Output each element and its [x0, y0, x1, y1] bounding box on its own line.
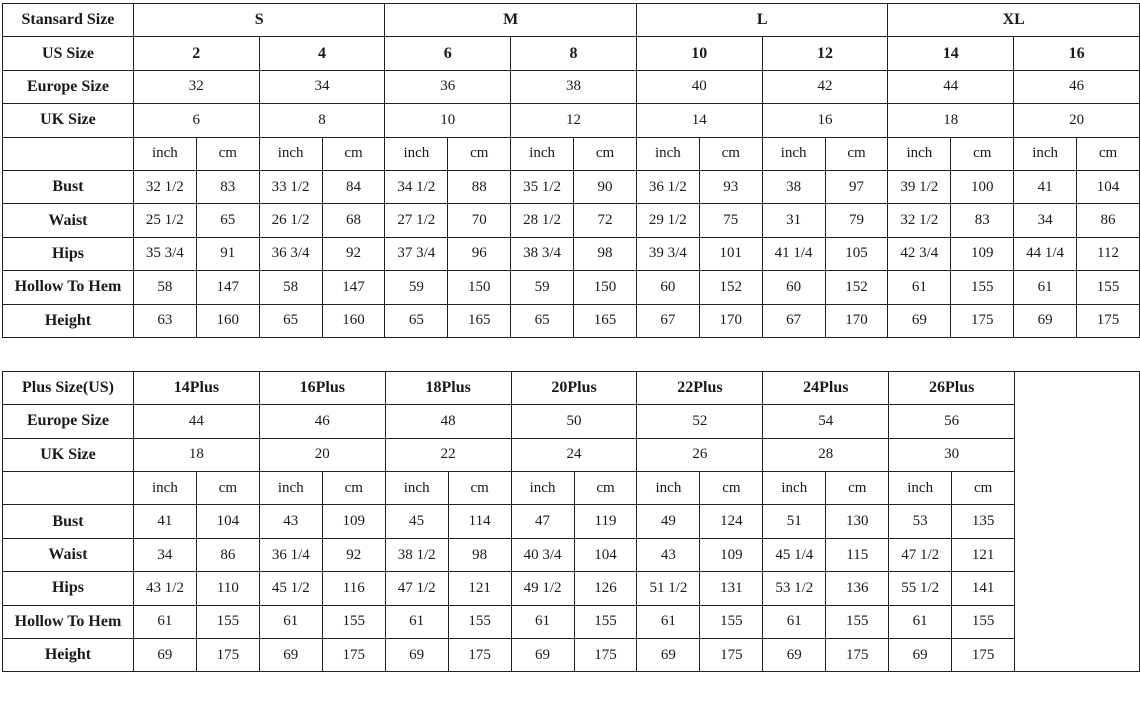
value-cell: 109 — [951, 237, 1014, 270]
value-cell: 109 — [322, 505, 385, 538]
value-cell: 92 — [322, 237, 385, 270]
row-label: Hips — [3, 237, 134, 270]
value-cell: 25 1/2 — [133, 204, 196, 237]
value-cell: 51 1/2 — [637, 572, 700, 605]
value-cell: 61 — [385, 605, 448, 638]
row-label: Plus Size(US) — [3, 371, 134, 404]
value-cell: 51 — [763, 505, 826, 538]
row-label: Hollow To Hem — [3, 271, 134, 304]
value-cell: 35 1/2 — [511, 170, 574, 203]
value-cell: 46 — [259, 405, 385, 438]
value-cell: inch — [762, 137, 825, 170]
value-cell: 38 — [511, 70, 637, 103]
value-cell: 175 — [448, 639, 511, 672]
value-cell: 155 — [322, 605, 385, 638]
value-cell: 147 — [196, 271, 259, 304]
value-cell: inch — [259, 472, 322, 505]
value-cell: inch — [133, 137, 196, 170]
value-cell: 36 — [385, 70, 511, 103]
value-cell: 38 — [762, 170, 825, 203]
row-label: UK Size — [3, 438, 134, 471]
table-row-data — [3, 605, 1140, 638]
value-cell: 165 — [448, 304, 511, 337]
table-row-data — [3, 271, 1140, 304]
table-row-header — [3, 104, 1140, 137]
value-cell: 16Plus — [259, 371, 385, 404]
value-cell: 114 — [448, 505, 511, 538]
value-cell: 100 — [951, 170, 1014, 203]
value-cell: 53 — [889, 505, 952, 538]
value-cell: 150 — [574, 271, 637, 304]
value-cell: 20 — [1014, 104, 1140, 137]
value-cell: 155 — [952, 605, 1015, 638]
value-cell: 105 — [825, 237, 888, 270]
value-cell: 42 — [762, 70, 888, 103]
row-label: Waist — [3, 204, 134, 237]
value-cell: 52 — [637, 405, 763, 438]
value-cell: 27 1/2 — [385, 204, 448, 237]
value-cell: 86 — [1077, 204, 1140, 237]
value-cell: 65 — [196, 204, 259, 237]
value-cell: 61 — [1014, 271, 1077, 304]
value-cell: inch — [888, 137, 951, 170]
row-label — [3, 137, 134, 170]
value-cell: 58 — [259, 271, 322, 304]
value-cell: 112 — [1077, 237, 1140, 270]
value-cell: 12 — [762, 37, 888, 70]
value-cell: 18 — [888, 104, 1014, 137]
value-cell: 101 — [699, 237, 762, 270]
value-cell: 104 — [196, 505, 259, 538]
value-cell: 175 — [826, 639, 889, 672]
value-cell: 50 — [511, 405, 637, 438]
value-cell: 20 — [259, 438, 385, 471]
value-cell: inch — [511, 137, 574, 170]
value-cell: 32 — [133, 70, 259, 103]
value-cell: 10 — [385, 104, 511, 137]
value-cell: 61 — [763, 605, 826, 638]
value-cell: 12 — [511, 104, 637, 137]
value-cell: 136 — [826, 572, 889, 605]
value-cell: cm — [448, 472, 511, 505]
value-cell: 131 — [700, 572, 763, 605]
value-cell: 110 — [196, 572, 259, 605]
value-cell: 26Plus — [889, 371, 1015, 404]
value-cell: 47 — [511, 505, 574, 538]
value-cell: 58 — [133, 271, 196, 304]
value-cell: 93 — [699, 170, 762, 203]
value-cell: 35 3/4 — [133, 237, 196, 270]
value-cell: 150 — [448, 271, 511, 304]
value-cell: 104 — [574, 538, 637, 571]
value-cell: 37 3/4 — [385, 237, 448, 270]
value-cell: 45 — [385, 505, 448, 538]
value-cell: 22 — [385, 438, 511, 471]
value-cell: 124 — [700, 505, 763, 538]
value-cell: 83 — [196, 170, 259, 203]
value-cell: 26 1/2 — [259, 204, 322, 237]
value-cell: 84 — [322, 170, 385, 203]
value-cell: 152 — [825, 271, 888, 304]
row-label — [3, 472, 134, 505]
value-cell: 61 — [888, 271, 951, 304]
value-cell: 34 — [133, 538, 196, 571]
value-cell: 31 — [762, 204, 825, 237]
value-cell: 16 — [762, 104, 888, 137]
row-label: Hips — [3, 572, 134, 605]
value-cell: cm — [952, 472, 1015, 505]
value-cell: 126 — [574, 572, 637, 605]
value-cell: 72 — [574, 204, 637, 237]
value-cell: 42 3/4 — [888, 237, 951, 270]
value-cell: inch — [1014, 137, 1077, 170]
value-cell: 147 — [322, 271, 385, 304]
value-cell: 24Plus — [763, 371, 889, 404]
value-cell: 69 — [511, 639, 574, 672]
value-cell: 32 1/2 — [133, 170, 196, 203]
table-row-data — [3, 639, 1140, 672]
value-cell: 41 — [1014, 170, 1077, 203]
value-cell: 65 — [511, 304, 574, 337]
value-cell: 34 1/2 — [385, 170, 448, 203]
value-cell: 28 1/2 — [511, 204, 574, 237]
value-cell: 121 — [952, 538, 1015, 571]
value-cell: cm — [1077, 137, 1140, 170]
size-chart-page — [2, 3, 1140, 672]
value-cell: cm — [196, 137, 259, 170]
row-label: UK Size — [3, 104, 134, 137]
value-cell: 60 — [636, 271, 699, 304]
value-cell: 155 — [951, 271, 1014, 304]
value-cell: 130 — [826, 505, 889, 538]
value-cell: 61 — [637, 605, 700, 638]
value-cell: 121 — [448, 572, 511, 605]
value-cell: 39 1/2 — [888, 170, 951, 203]
value-cell: inch — [133, 472, 196, 505]
table-row-data — [3, 304, 1140, 337]
value-cell: 4 — [259, 37, 385, 70]
value-cell: 119 — [574, 505, 637, 538]
value-cell: 67 — [762, 304, 825, 337]
value-cell: 47 1/2 — [889, 538, 952, 571]
value-cell: 75 — [699, 204, 762, 237]
value-cell: 18 — [133, 438, 259, 471]
value-cell: 61 — [511, 605, 574, 638]
value-cell: 34 — [1014, 204, 1077, 237]
value-cell: 24 — [511, 438, 637, 471]
value-cell: 96 — [448, 237, 511, 270]
value-cell: 69 — [889, 639, 952, 672]
value-cell: 45 1/2 — [259, 572, 322, 605]
value-cell: 91 — [196, 237, 259, 270]
value-cell: 97 — [825, 170, 888, 203]
value-cell: 69 — [763, 639, 826, 672]
table-row-header — [3, 405, 1140, 438]
empty-cell — [1015, 371, 1140, 672]
value-cell: 49 — [637, 505, 700, 538]
table-row-data — [3, 572, 1140, 605]
value-cell: 10 — [636, 37, 762, 70]
value-cell: 68 — [322, 204, 385, 237]
value-cell: 67 — [636, 304, 699, 337]
value-cell: 109 — [700, 538, 763, 571]
table-gap — [2, 338, 1140, 371]
value-cell: 90 — [574, 170, 637, 203]
value-cell: 56 — [889, 405, 1015, 438]
value-cell: 55 1/2 — [889, 572, 952, 605]
value-cell: 69 — [259, 639, 322, 672]
value-cell: 38 3/4 — [511, 237, 574, 270]
row-label: Europe Size — [3, 405, 134, 438]
value-cell: 175 — [952, 639, 1015, 672]
value-cell: inch — [637, 472, 700, 505]
value-cell: 39 3/4 — [636, 237, 699, 270]
value-cell: 28 — [763, 438, 889, 471]
value-cell: 49 1/2 — [511, 572, 574, 605]
value-cell: cm — [825, 137, 888, 170]
value-cell: 155 — [826, 605, 889, 638]
value-cell: 40 3/4 — [511, 538, 574, 571]
value-cell: 83 — [951, 204, 1014, 237]
value-cell: inch — [385, 472, 448, 505]
value-cell: 41 1/4 — [762, 237, 825, 270]
value-cell: 40 — [636, 70, 762, 103]
value-cell: 16 — [1014, 37, 1140, 70]
value-cell: cm — [574, 472, 637, 505]
value-cell: 8 — [259, 104, 385, 137]
value-cell: 44 — [888, 70, 1014, 103]
table-row-units — [3, 472, 1140, 505]
value-cell: 29 1/2 — [636, 204, 699, 237]
value-cell: 92 — [322, 538, 385, 571]
value-cell: 36 3/4 — [259, 237, 322, 270]
value-cell: cm — [699, 137, 762, 170]
value-cell: 175 — [196, 639, 259, 672]
value-cell: 115 — [826, 538, 889, 571]
table-row-data — [3, 505, 1140, 538]
value-cell: 43 — [259, 505, 322, 538]
value-cell: cm — [826, 472, 889, 505]
value-cell: 6 — [385, 37, 511, 70]
value-cell: 104 — [1077, 170, 1140, 203]
table-row-header — [3, 438, 1140, 471]
table-row-data — [3, 204, 1140, 237]
table-row-data — [3, 170, 1140, 203]
value-cell: 175 — [574, 639, 637, 672]
value-cell: 36 1/4 — [259, 538, 322, 571]
plus-size-table — [2, 371, 1140, 673]
value-cell: 79 — [825, 204, 888, 237]
value-cell: 6 — [133, 104, 259, 137]
value-cell: 59 — [511, 271, 574, 304]
value-cell: cm — [574, 137, 637, 170]
value-cell: 2 — [133, 37, 259, 70]
value-cell: 152 — [699, 271, 762, 304]
value-cell: 165 — [574, 304, 637, 337]
row-label: Bust — [3, 505, 134, 538]
value-cell: 8 — [511, 37, 637, 70]
table-row-header — [3, 37, 1140, 70]
value-cell: 170 — [699, 304, 762, 337]
value-cell: 32 1/2 — [888, 204, 951, 237]
value-cell: 44 1/4 — [1014, 237, 1077, 270]
value-cell: 43 1/2 — [133, 572, 196, 605]
value-cell: 175 — [322, 639, 385, 672]
row-label: Stansard Size — [3, 4, 134, 37]
value-cell: cm — [951, 137, 1014, 170]
value-cell: 70 — [448, 204, 511, 237]
value-cell: 53 1/2 — [763, 572, 826, 605]
value-cell: 170 — [825, 304, 888, 337]
value-cell: S — [133, 4, 385, 37]
value-cell: 63 — [133, 304, 196, 337]
value-cell: 41 — [133, 505, 196, 538]
value-cell: XL — [888, 4, 1140, 37]
value-cell: M — [385, 4, 637, 37]
value-cell: 69 — [637, 639, 700, 672]
row-label: Height — [3, 304, 134, 337]
value-cell: 135 — [952, 505, 1015, 538]
value-cell: cm — [448, 137, 511, 170]
row-label: Hollow To Hem — [3, 605, 134, 638]
value-cell: 98 — [574, 237, 637, 270]
value-cell: 155 — [448, 605, 511, 638]
table-row-data — [3, 538, 1140, 571]
value-cell: 86 — [196, 538, 259, 571]
value-cell: 61 — [259, 605, 322, 638]
value-cell: 88 — [448, 170, 511, 203]
value-cell: 69 — [1014, 304, 1077, 337]
value-cell: 116 — [322, 572, 385, 605]
value-cell: cm — [322, 137, 385, 170]
value-cell: 47 1/2 — [385, 572, 448, 605]
value-cell: 14Plus — [133, 371, 259, 404]
row-label: Europe Size — [3, 70, 134, 103]
value-cell: inch — [511, 472, 574, 505]
value-cell: 155 — [574, 605, 637, 638]
row-label: US Size — [3, 37, 134, 70]
value-cell: 155 — [700, 605, 763, 638]
value-cell: cm — [322, 472, 385, 505]
value-cell: inch — [889, 472, 952, 505]
value-cell: 44 — [133, 405, 259, 438]
value-cell: 175 — [700, 639, 763, 672]
value-cell: 30 — [889, 438, 1015, 471]
value-cell: 18Plus — [385, 371, 511, 404]
value-cell: cm — [196, 472, 259, 505]
value-cell: 98 — [448, 538, 511, 571]
table-row-units — [3, 137, 1140, 170]
value-cell: 33 1/2 — [259, 170, 322, 203]
value-cell: L — [636, 4, 888, 37]
value-cell: cm — [700, 472, 763, 505]
value-cell: 26 — [637, 438, 763, 471]
value-cell: 61 — [133, 605, 196, 638]
value-cell: 141 — [952, 572, 1015, 605]
value-cell: 20Plus — [511, 371, 637, 404]
value-cell: 160 — [196, 304, 259, 337]
value-cell: 175 — [951, 304, 1014, 337]
value-cell: 61 — [889, 605, 952, 638]
value-cell: 60 — [762, 271, 825, 304]
value-cell: 65 — [385, 304, 448, 337]
value-cell: 48 — [385, 405, 511, 438]
value-cell: 36 1/2 — [636, 170, 699, 203]
value-cell: 14 — [636, 104, 762, 137]
value-cell: inch — [385, 137, 448, 170]
value-cell: inch — [636, 137, 699, 170]
row-label: Waist — [3, 538, 134, 571]
value-cell: 65 — [259, 304, 322, 337]
row-label: Height — [3, 639, 134, 672]
value-cell: 54 — [763, 405, 889, 438]
table-row-data — [3, 237, 1140, 270]
value-cell: 69 — [133, 639, 196, 672]
value-cell: 34 — [259, 70, 385, 103]
table-row-header — [3, 371, 1140, 404]
value-cell: 46 — [1014, 70, 1140, 103]
row-label: Bust — [3, 170, 134, 203]
value-cell: inch — [763, 472, 826, 505]
table-row-header — [3, 70, 1140, 103]
table-row-header — [3, 4, 1140, 37]
value-cell: 155 — [1077, 271, 1140, 304]
standard-size-table — [2, 3, 1140, 338]
value-cell: 175 — [1077, 304, 1140, 337]
value-cell: 45 1/4 — [763, 538, 826, 571]
value-cell: 69 — [385, 639, 448, 672]
value-cell: 69 — [888, 304, 951, 337]
value-cell: 43 — [637, 538, 700, 571]
value-cell: 14 — [888, 37, 1014, 70]
value-cell: inch — [259, 137, 322, 170]
value-cell: 22Plus — [637, 371, 763, 404]
value-cell: 160 — [322, 304, 385, 337]
value-cell: 155 — [196, 605, 259, 638]
value-cell: 59 — [385, 271, 448, 304]
value-cell: 38 1/2 — [385, 538, 448, 571]
